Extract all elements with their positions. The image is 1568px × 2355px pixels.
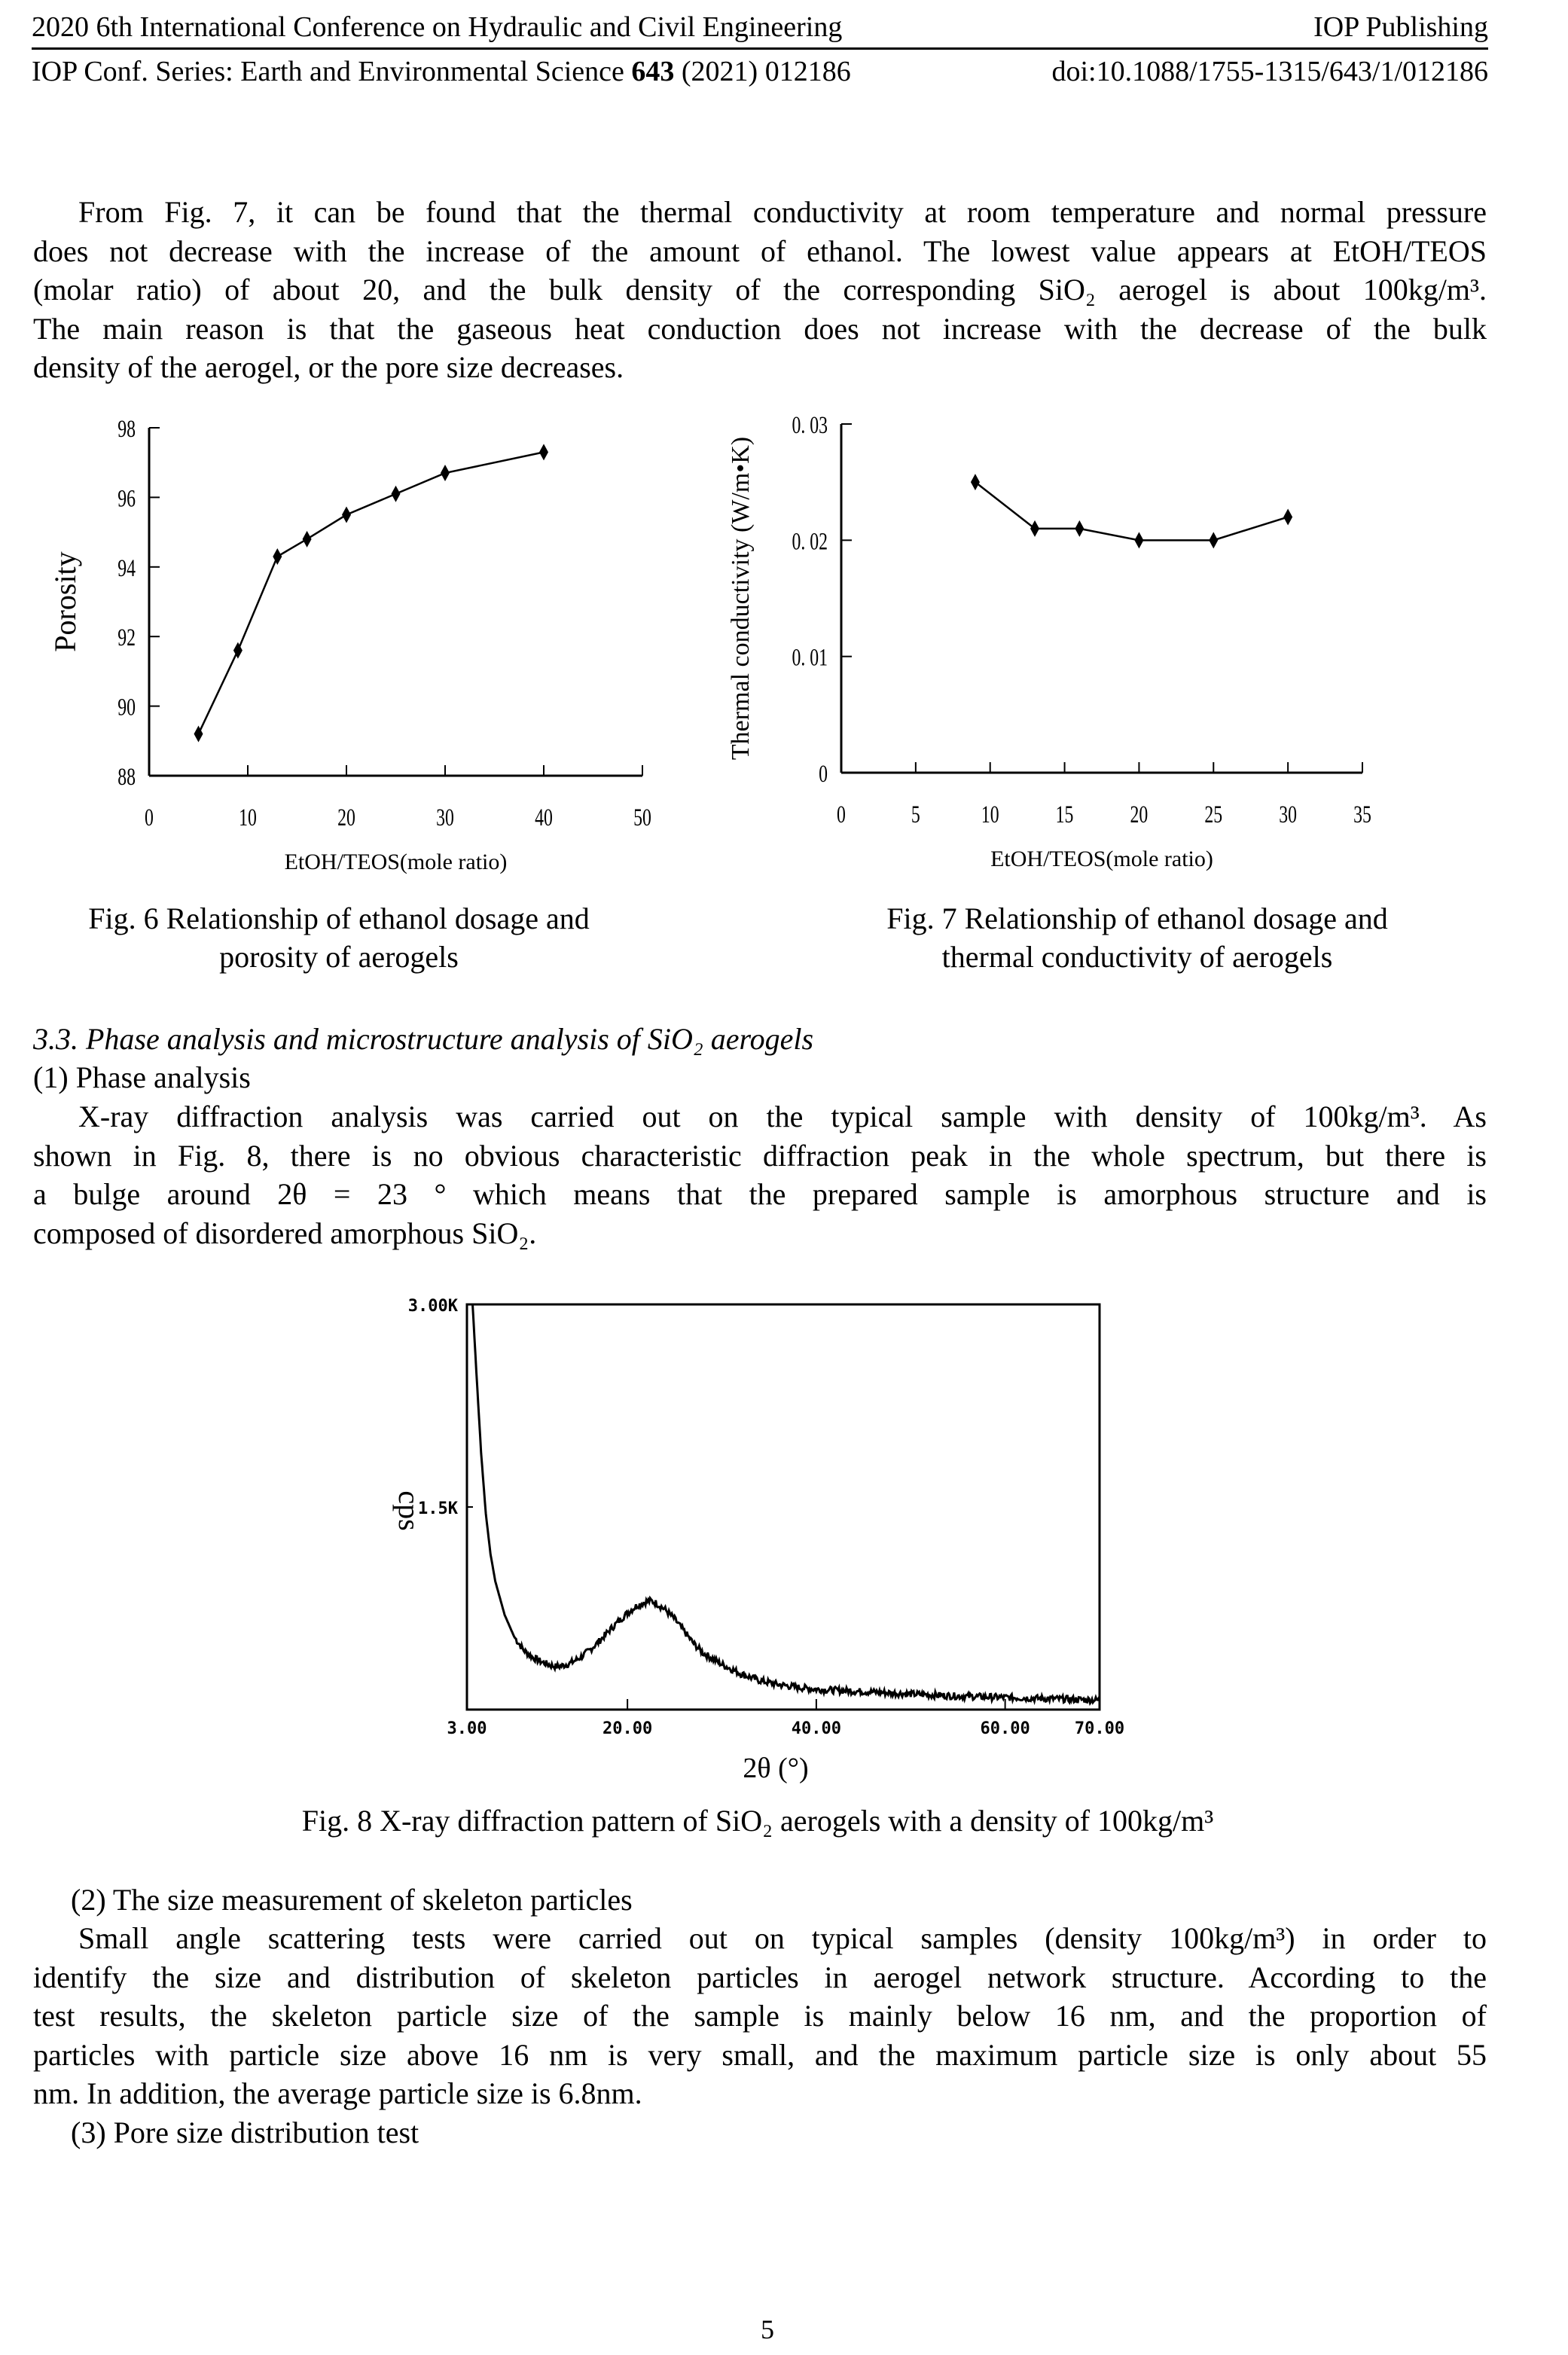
y-axis-label: Thermal conductivity (W/m•K) — [727, 436, 755, 761]
x-axis-label: EtOH/TEOS(mole ratio) — [284, 850, 508, 874]
x-tick-label: 10 — [981, 801, 999, 829]
y-tick-label: 0. 02 — [792, 527, 828, 556]
x-tick-label: 30 — [436, 804, 454, 832]
caption-line: porosity of aerogels — [219, 940, 459, 974]
y-tick-label: 94 — [117, 554, 136, 582]
caption-line: Fig. 6 Relationship of ethanol dosage and — [88, 901, 590, 935]
data-point-marker — [1283, 508, 1292, 525]
x-tick-label: 25 — [1204, 801, 1223, 829]
header-rule — [32, 47, 1488, 50]
data-point-marker — [1075, 520, 1084, 537]
data-point-marker — [539, 444, 548, 460]
paragraph-line: The main reason is that the gaseous heat conduction does not increase with the decrease of the bulk — [33, 311, 1487, 346]
data-point-marker — [392, 486, 401, 502]
x-tick-label: 5 — [911, 801, 920, 829]
y-tick-label: 1.5K — [418, 1499, 458, 1518]
y-tick-label: 0. 01 — [792, 643, 828, 672]
fig8-chart — [331, 1280, 1175, 1792]
data-point-marker — [1209, 532, 1218, 548]
data-point-marker — [342, 507, 351, 523]
paragraph-line: a bulge around 2θ = 23 ° which means that the prepared sample is amorphous structure and is — [33, 1177, 1487, 1211]
x-tick-label: 60.00 — [980, 1719, 1030, 1738]
x-tick-label: 20 — [337, 804, 355, 832]
paragraph-line: particles with particle size above 16 nm is very small, and the maximum particle size is only about 55 — [33, 2037, 1487, 2072]
data-point-marker — [1030, 520, 1039, 537]
x-tick-label: 20.00 — [602, 1719, 653, 1738]
fig6-chart — [0, 399, 753, 889]
publisher-name: IOP Publishing — [1313, 11, 1488, 43]
x-tick-label: 50 — [633, 804, 651, 832]
paragraph-line: density of the aerogel, or the pore size decreases. — [33, 350, 624, 384]
x-tick-label: 0 — [837, 801, 846, 829]
x-axis-label: 2θ (°) — [743, 1753, 809, 1784]
paragraph-line: X-ray diffraction analysis was carried out on the typical sample with density of 100kg/m³. As — [78, 1100, 1487, 1133]
subsection-skeleton-size: (2) The size measurement of skeleton particles — [71, 1883, 633, 1917]
x-tick-label: 40.00 — [791, 1719, 841, 1738]
size-paragraph — [33, 1919, 1487, 2113]
y-axis-label: Porosity — [48, 551, 82, 652]
x-tick-label: 40 — [535, 804, 553, 832]
paragraph-line: identify the size and distribution of skeleton particles in aerogel network structure. According to the — [33, 1960, 1487, 1994]
journal-citation — [32, 55, 851, 88]
paragraph-line: shown in Fig. 8, there is no obvious characteristic diffraction peak in the whole spectrum, but there is — [33, 1138, 1487, 1173]
fig8-caption: Fig. 8 X-ray diffraction pattern of SiO₂ aerogels with a density of 100kg/m³ — [301, 1804, 1214, 1838]
paragraph-line: test results, the skeleton particle size of the sample is mainly below 16 nm, and the proportion of — [33, 1999, 1487, 2033]
x-tick-label: 3.00 — [447, 1719, 487, 1738]
data-point-marker — [441, 465, 450, 481]
y-tick-label: 90 — [117, 693, 136, 721]
caption-line: Fig. 7 Relationship of ethanol dosage and — [886, 901, 1388, 935]
series-prefix: IOP Conf. Series: Earth and Environmental Science — [32, 56, 632, 87]
subsection-phase-analysis: (1) Phase analysis — [33, 1060, 251, 1094]
data-point-marker — [303, 531, 312, 548]
conference-title: 2020 6th International Conference on Hydraulic and Civil Engineering — [32, 11, 843, 43]
x-tick-label: 30 — [1279, 801, 1298, 829]
x-tick-label: 20 — [1130, 801, 1149, 829]
x-tick-label: 0 — [145, 804, 154, 832]
xrd-series-line — [473, 1304, 1100, 1704]
paragraph-line: nm. In addition, the average particle size is 6.8nm. — [33, 2076, 642, 2110]
volume-number: 643 — [631, 56, 675, 87]
fig7-chart — [715, 399, 1469, 889]
data-point-marker — [1134, 532, 1143, 548]
series-line — [199, 452, 545, 734]
subsection-pore-size: (3) Pore size distribution test — [71, 2116, 419, 2149]
paragraph-line: Small angle scattering tests were carried out on typical samples (density 100kg/m³) in order to — [78, 1921, 1487, 1955]
x-tick-label: 35 — [1353, 801, 1371, 829]
y-tick-label: 98 — [117, 415, 136, 444]
y-tick-label: 3.00K — [407, 1297, 458, 1316]
plot-frame — [467, 1304, 1100, 1710]
paragraph-line: composed of disordered amorphous SiO₂. — [33, 1216, 537, 1250]
fig7-caption — [843, 899, 1431, 976]
fig6-caption — [45, 899, 633, 976]
x-axis-label: EtOH/TEOS(mole ratio) — [990, 847, 1213, 871]
caption-line: thermal conductivity of aerogels — [941, 940, 1333, 974]
series-suffix: (2021) 012186 — [674, 56, 851, 87]
data-point-marker — [971, 474, 980, 490]
section-heading: 3.3. Phase analysis and microstructure analysis of SiO₂ aerogels — [33, 1022, 814, 1056]
paragraph-line: does not decrease with the increase of the amount of ethanol. The lowest value appears at EtOH/TEOS — [33, 233, 1487, 268]
x-tick-label: 10 — [239, 804, 257, 832]
y-tick-label: 92 — [117, 624, 136, 652]
x-tick-label: 70.00 — [1074, 1719, 1125, 1738]
paragraph-line: From Fig. 7, it can be found that the thermal conductivity at room temperature and normal pressure — [78, 195, 1487, 229]
x-tick-label: 15 — [1055, 801, 1074, 829]
y-axis-label: cps — [392, 1490, 426, 1531]
intro-paragraph — [33, 193, 1487, 387]
y-tick-label: 96 — [117, 484, 136, 513]
series-line — [975, 482, 1288, 540]
y-tick-label: 88 — [117, 763, 136, 792]
page-number: 5 — [761, 2314, 774, 2344]
paragraph-line: (molar ratio) of about 20, and the bulk density of the corresponding SiO₂ aerogel is about 100kg/m³. — [33, 273, 1487, 307]
y-tick-label: 0. 03 — [792, 411, 828, 440]
doi-link[interactable]: doi:10.1088/1755-1315/643/1/012186 — [1051, 56, 1488, 87]
y-tick-label: 0 — [819, 760, 828, 789]
phase-paragraph — [33, 1097, 1487, 1252]
